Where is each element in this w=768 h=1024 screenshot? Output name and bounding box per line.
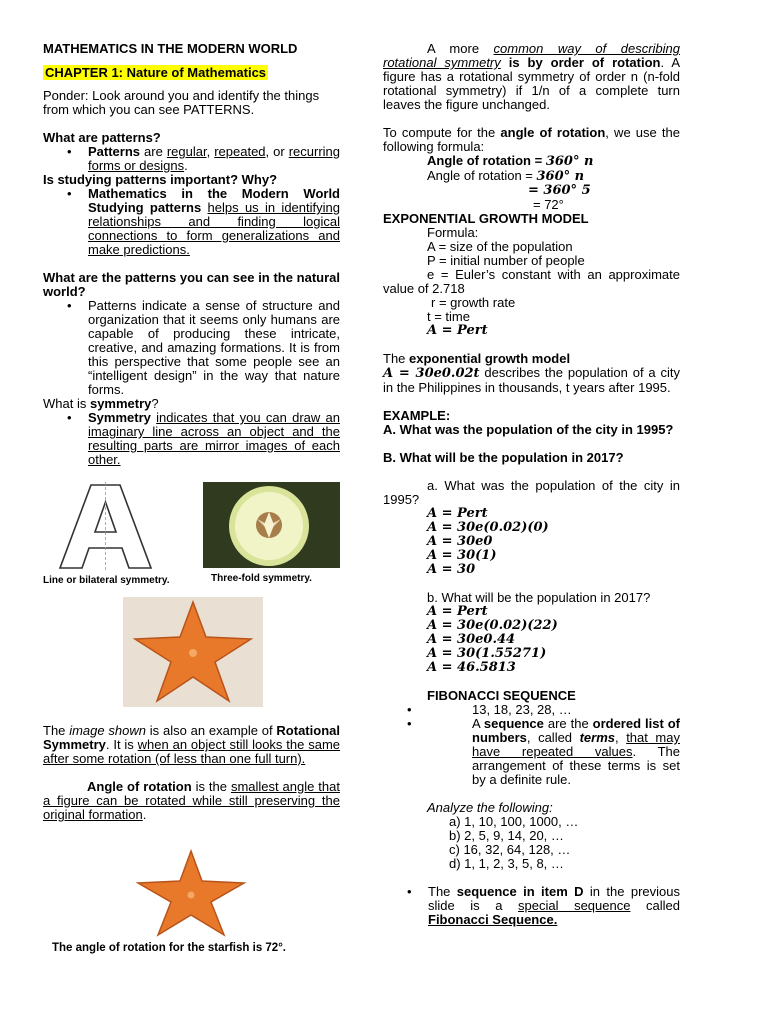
term-fibonacci: Fibonacci Sequence.	[428, 912, 558, 927]
figure-letter-a	[43, 482, 183, 587]
question-a: a. What was the population of the city in 1995?	[383, 478, 680, 507]
formula-line-1	[383, 154, 680, 169]
formula-expression: 360° n	[536, 169, 585, 184]
caption-three-fold: Three-fold symmetry.	[211, 573, 312, 584]
chapter-heading: CHAPTER 1: Nature of Mathematics	[45, 65, 267, 80]
text: Angle of rotation =	[427, 153, 546, 168]
solution-line: A = 30e0	[427, 534, 493, 549]
text: , or	[265, 144, 289, 159]
figure-starfish-2	[43, 848, 343, 963]
question-symmetry	[43, 397, 340, 411]
text: , called	[526, 730, 580, 745]
formula-line-2	[383, 169, 680, 184]
term-ordered: ordered list of numbers	[472, 716, 681, 745]
term-exp-model: exponential growth model	[409, 351, 571, 366]
analyze-label: Analyze the following:	[427, 800, 553, 815]
text: in the previous slide is a	[428, 884, 680, 913]
text: is by order of rotation	[500, 55, 661, 70]
text: are	[140, 144, 167, 159]
text: What is	[43, 396, 90, 411]
term-repeated: repeated	[214, 144, 266, 159]
text: The	[383, 351, 410, 366]
question-importance: Is studying patterns important? Why?	[43, 172, 278, 187]
text: are the	[543, 716, 593, 731]
solution-line: A = 30e0.44	[427, 632, 516, 647]
left-column	[43, 42, 340, 467]
angle-formula-intro	[383, 126, 680, 154]
text: ?	[151, 396, 159, 411]
bullet-importance	[43, 187, 340, 257]
term-angle: Angle of rotation	[87, 779, 192, 794]
repeated-values: that may have repeated values	[472, 730, 680, 759]
question-b: b. What will be the population in 2017?	[427, 590, 651, 605]
starfish-icon	[123, 597, 263, 707]
melon-cross-section-icon	[203, 482, 340, 568]
solution-line: A = Pert	[427, 604, 488, 619]
question-natural-world: What are the patterns you can see in the natural world?	[43, 270, 340, 299]
rotational-symmetry-text	[43, 724, 340, 766]
text: is the	[191, 779, 231, 794]
formula-line-3: = 360° 5	[528, 183, 591, 198]
solution-line: A = Pert	[427, 506, 488, 521]
variable-e: e = Euler’s constant with an approximate value of 2.718	[383, 267, 680, 296]
figure-melon	[203, 482, 343, 587]
exponential-heading: EXPONENTIAL GROWTH MODEL	[383, 211, 589, 226]
text: ,	[615, 730, 627, 745]
formula-line-4: = 72°	[533, 197, 564, 212]
solution-a	[383, 507, 680, 577]
sequence-item: d) 1, 1, 2, 3, 5, 8, …	[449, 856, 564, 871]
term-angle-of-rotation: angle of rotation	[500, 125, 606, 140]
letter-a-outline-icon	[43, 482, 183, 570]
sequence-item: b) 2, 5, 9, 14, 20, …	[449, 828, 564, 843]
example-b: B. What will be the population in 2017?	[383, 450, 624, 465]
text: ,	[206, 144, 215, 159]
solution-line: A = 30e(0.02)(0)	[427, 520, 549, 535]
variable-t: t = time	[427, 309, 470, 324]
text: . The arrangement of these terms is set by a definite rule.	[472, 744, 681, 787]
question-patterns: What are patterns?	[43, 130, 161, 145]
solution-line: A = 30	[427, 562, 476, 577]
sequence-item: a) 1, 10, 100, 1000, …	[449, 814, 579, 829]
term-item-d: sequence in item D	[456, 884, 584, 899]
formula-expression: 360° n	[545, 154, 594, 169]
bullet-structure: • Patterns indicate a sense of structure and organization that it seems only humans are capable of producing these intricate, creative, and amazing formations. It is from this perspective that some people see an “intelligent design” in the way that nature forms.	[43, 299, 340, 397]
fibonacci-heading: FIBONACCI SEQUENCE	[427, 688, 576, 703]
text: . A figure has a rotational symmetry of order n (n-fold rotational symmetry) if 1/n of a complete turn leaves the figure unchanged.	[383, 55, 680, 112]
term-patterns: Patterns	[88, 144, 141, 159]
example-label: EXAMPLE:	[383, 408, 451, 423]
solution-line: A = 46.5813	[427, 660, 516, 675]
symmetry-def: indicates that you can draw an imaginary line across an object and the resulting parts are mirror images of each other.	[88, 410, 340, 467]
text: describes the population of a city in the Philippines in thousands, t years after 1995.	[383, 365, 681, 395]
formula-pert: A = Pert	[427, 323, 488, 338]
text: The	[43, 723, 70, 738]
solution-line: A = 30(1.55271)	[427, 646, 547, 661]
variable-p: P = initial number of people	[427, 253, 585, 268]
term-symmetry-bold: Symmetry	[88, 410, 151, 425]
text: , we use the following formula:	[383, 125, 680, 154]
text: . It is	[105, 737, 138, 752]
text: To compute for the	[383, 125, 501, 140]
text: The	[428, 884, 457, 899]
text: A more	[427, 41, 494, 56]
fib-bullet-1	[383, 703, 680, 717]
term-symmetry: symmetry	[89, 396, 152, 411]
solution-b	[383, 605, 680, 675]
rotational-def: when an object still looks the same after some rotation (of less than one full turn).	[43, 737, 341, 766]
term-mmw: Mathematics in the Modern World Studying patterns	[88, 186, 340, 215]
text: .	[184, 158, 188, 173]
example-a: A. What was the population of the city in 1995?	[383, 422, 674, 437]
starfish-icon	[129, 848, 253, 938]
right-column	[383, 42, 680, 927]
text: common way of describing rotational symmetry	[383, 41, 680, 70]
solution-line: A = 30(1)	[427, 548, 497, 563]
bullet-symmetry	[43, 411, 340, 467]
term-regular: regular	[166, 144, 207, 159]
text: called	[630, 898, 680, 913]
special-sequence: special sequence	[518, 898, 631, 913]
text: Angle of rotation =	[427, 168, 537, 183]
order-of-rotation-text	[383, 42, 680, 112]
angle-def: smallest angle that a figure can be rotated while still preserving the original formation	[43, 779, 340, 822]
solution-line: A = 30e(0.02)(22)	[427, 618, 558, 633]
text: A	[472, 716, 484, 731]
figure-starfish-1	[123, 597, 263, 707]
rotational-symmetry-section	[43, 724, 340, 822]
sequence-item: c) 16, 32, 64, 128, …	[449, 842, 571, 857]
fib-bullet-2	[383, 717, 680, 787]
document-title: MATHEMATICS IN THE MODERN WORLD	[43, 41, 298, 56]
term-rotational: Rotational Symmetry	[43, 723, 340, 752]
text: .	[142, 807, 147, 822]
variable-r: r = growth rate	[431, 295, 516, 310]
term-sequence: sequence	[483, 716, 544, 731]
term-terms: terms	[579, 730, 616, 745]
text: image shown	[69, 723, 146, 738]
importance-text: helps us in identifying relationships and finding logical connections to form generalizations and make predictions.	[88, 200, 340, 257]
bullet-patterns	[43, 145, 340, 173]
model-equation: A = 30e0.02t	[383, 366, 480, 381]
term-recurring: recurring forms or designs	[88, 144, 340, 173]
fib-bullet-3	[383, 885, 680, 927]
text: is also an example of	[145, 723, 277, 738]
exponential-model-text	[383, 352, 680, 395]
angle-rotation-text	[43, 780, 340, 822]
sequence-example: 13, 18, 23, 28, …	[472, 702, 572, 717]
ponder-text: Ponder: Look around you and identify the things from which you can see PATTERNS.	[43, 88, 320, 117]
caption-starfish-angle: The angle of rotation for the starfish is 72°.	[52, 942, 286, 954]
formula-label: Formula:	[427, 225, 479, 240]
variable-a: A = size of the population	[427, 239, 573, 254]
caption-bilateral: Line or bilateral symmetry.	[43, 575, 170, 586]
